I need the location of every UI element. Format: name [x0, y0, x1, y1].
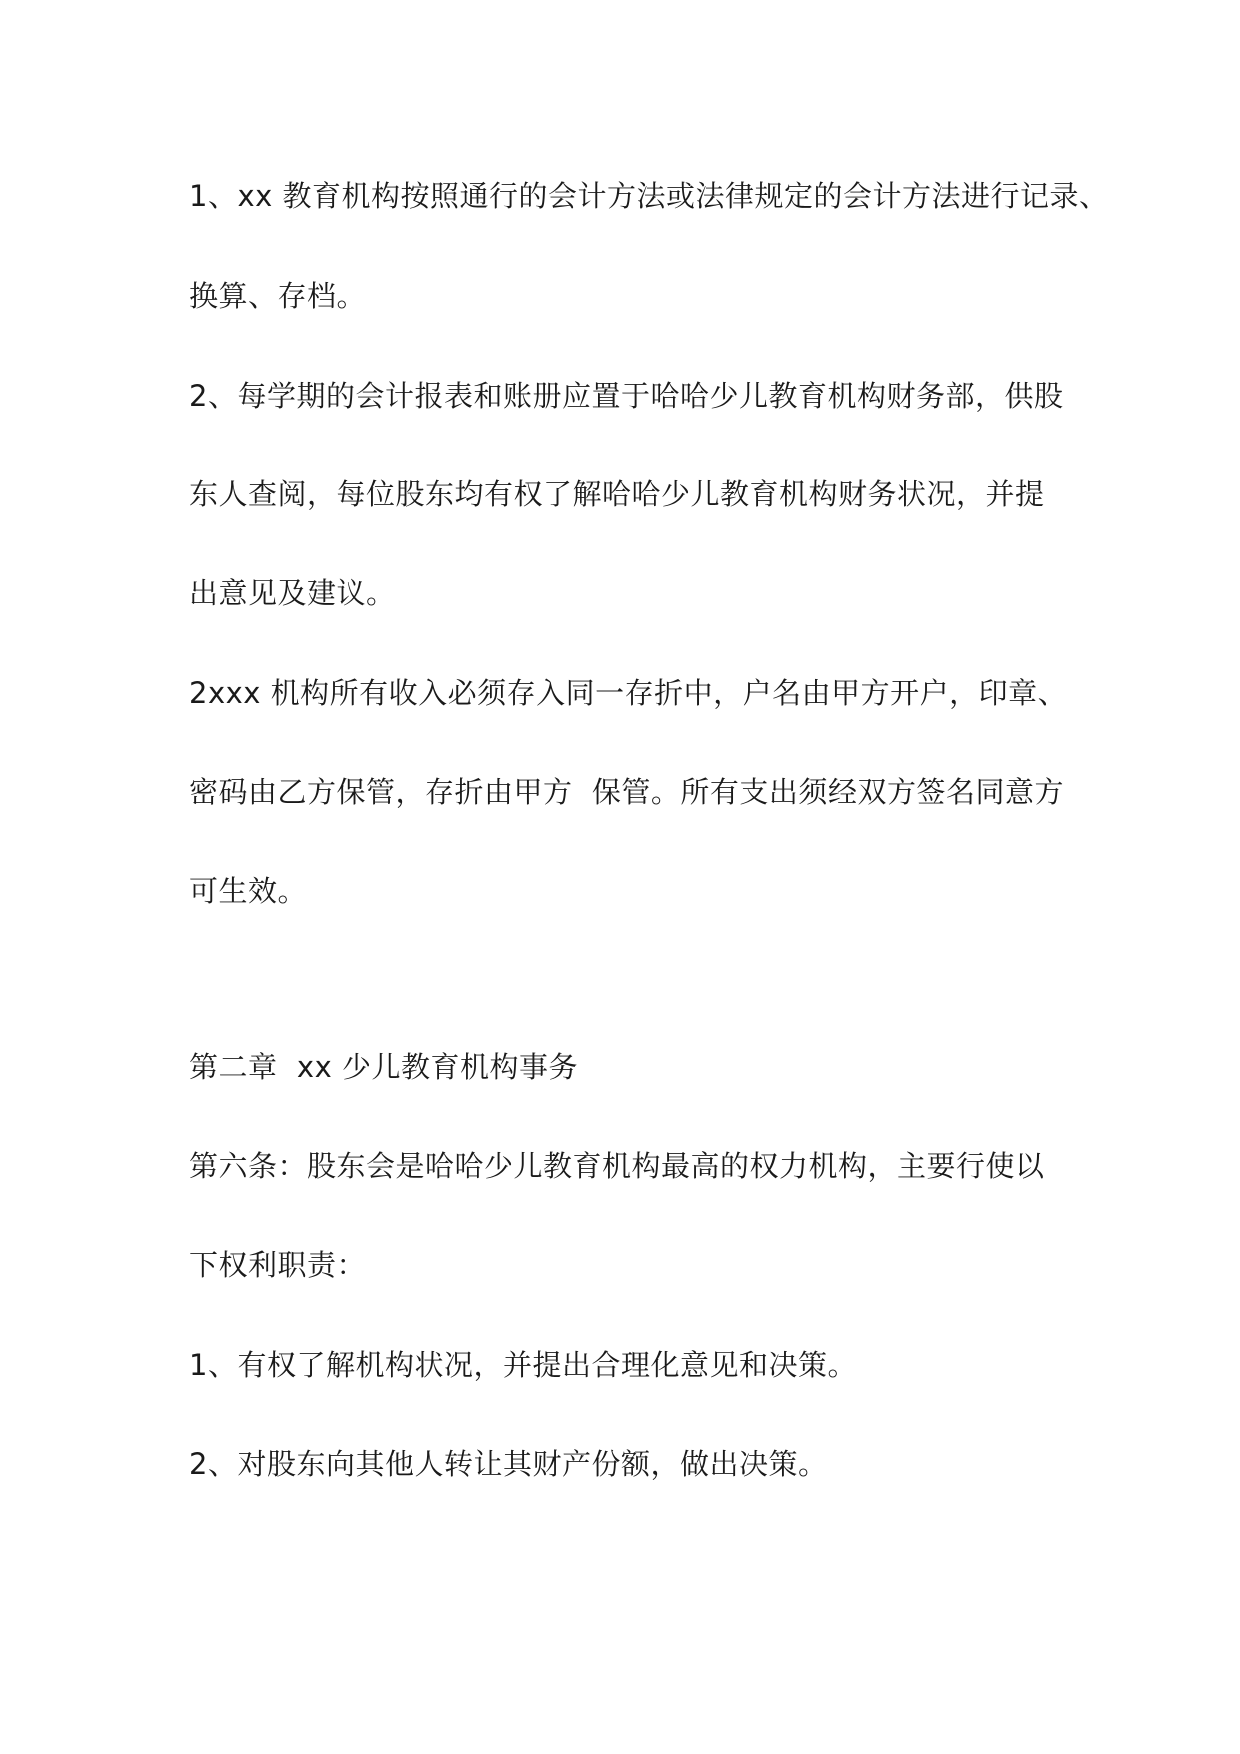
chapter-heading: 第二章 xx 少儿教育机构事务 [189, 1050, 578, 1084]
text-line: 密码由乙方保管，存折由甲方 保管。所有支出须经双方签名同意方 [189, 775, 1064, 809]
text-line: 换算、存档。 [189, 279, 367, 313]
list-item: 1、有权了解机构状况，并提出合理化意见和决策。 [189, 1348, 857, 1382]
text-line: 2xxx 机构所有收入必须存入同一存折中，户名由甲方开户，印章、 [189, 676, 1068, 710]
text-line: 出意见及建议。 [189, 576, 396, 610]
text-line: 2、每学期的会计报表和账册应置于哈哈少儿教育机构财务部，供股 [189, 379, 1064, 413]
text-line: 下权利职责： [189, 1248, 367, 1282]
list-item: 2、对股东向其他人转让其财产份额，做出决策。 [189, 1447, 828, 1481]
text-line: 可生效。 [189, 874, 308, 908]
text-line: 东人查阅，每位股东均有权了解哈哈少儿教育机构财务状况，并提 [189, 477, 1045, 511]
article-text: 第六条：股东会是哈哈少儿教育机构最高的权力机构，主要行使以 [189, 1149, 1045, 1183]
text-line: 1、xx 教育机构按照通行的会计方法或法律规定的会计方法进行记录、 [189, 179, 1109, 213]
